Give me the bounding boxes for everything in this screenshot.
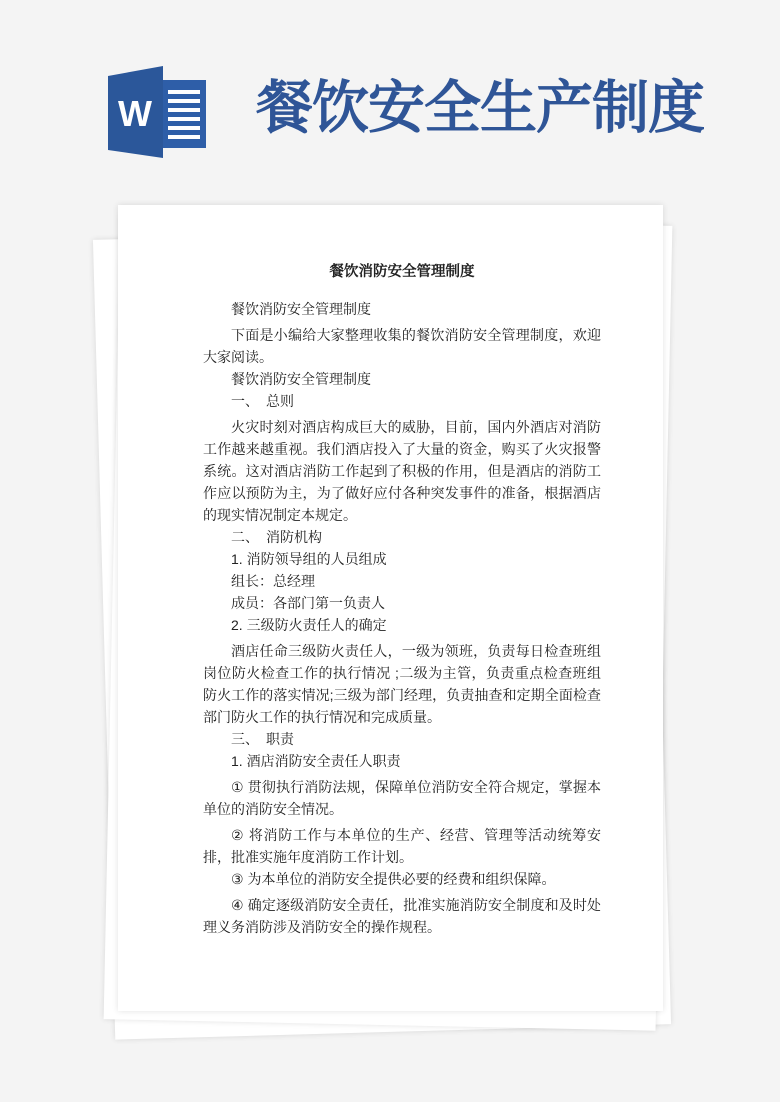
- paragraph: 1. 酒店消防安全责任人职责: [231, 753, 401, 769]
- section-heading: 三、 职责: [231, 731, 294, 747]
- svg-text:W: W: [118, 93, 152, 134]
- paragraph: 餐饮消防安全管理制度: [231, 301, 371, 317]
- list-item: ③ 为本单位的消防安全提供必要的经费和组织保障。: [231, 871, 556, 887]
- list-item: ① 贯彻执行消防法规，保障单位消防安全符合规定，掌握本单位的消防安全情况。: [203, 779, 601, 817]
- list-item: ② 将消防工作与本单位的生产、经营、管理等活动统筹安排，批准实施年度消防工作计划。: [203, 827, 601, 865]
- paragraph: 酒店任命三级防火责任人，一级为领班，负责每日检查班组岗位防火检查工作的执行情况 ;二级为主管，负责重点检查班组防火工作的落实情况;三级为部门经理，负责抽查和定期全面检查部门防火工作的执行情况和完成质量。: [203, 643, 601, 725]
- section-heading: 一、 总则: [231, 393, 294, 409]
- word-icon: [108, 66, 208, 158]
- document-body: [203, 261, 601, 938]
- document-title: 餐饮消防安全管理制度: [329, 264, 475, 280]
- paragraph: 成员：各部门第一负责人: [231, 595, 385, 611]
- document-page: [118, 205, 663, 1011]
- paragraph: 火灾时刻对酒店构成巨大的威胁，目前，国内外酒店对消防工作越来越重视。我们酒店投入了大量的资金，购买了火灾报警系统。这对酒店消防工作起到了积极的作用，但是酒店的消防工作应以预防为主，为了做好应付各种突发事件的准备，根据酒店的现实情况制定本规定。: [203, 419, 601, 523]
- list-item: ④ 确定逐级消防安全责任，批准实施消防安全制度和及时处理义务消防涉及消防安全的操作规程。: [203, 897, 601, 935]
- section-heading: 二、 消防机构: [231, 529, 322, 545]
- paragraph: 下面是小编给大家整理收集的餐饮消防安全管理制度，欢迎大家阅读。: [203, 327, 601, 365]
- paragraph: 组长：总经理: [231, 573, 315, 589]
- banner-title: 餐饮安全生产制度: [256, 74, 704, 141]
- paragraph: 餐饮消防安全管理制度: [231, 371, 371, 387]
- paragraph: 2. 三级防火责任人的确定: [231, 617, 387, 633]
- paragraph: 1. 消防领导组的人员组成: [231, 551, 387, 567]
